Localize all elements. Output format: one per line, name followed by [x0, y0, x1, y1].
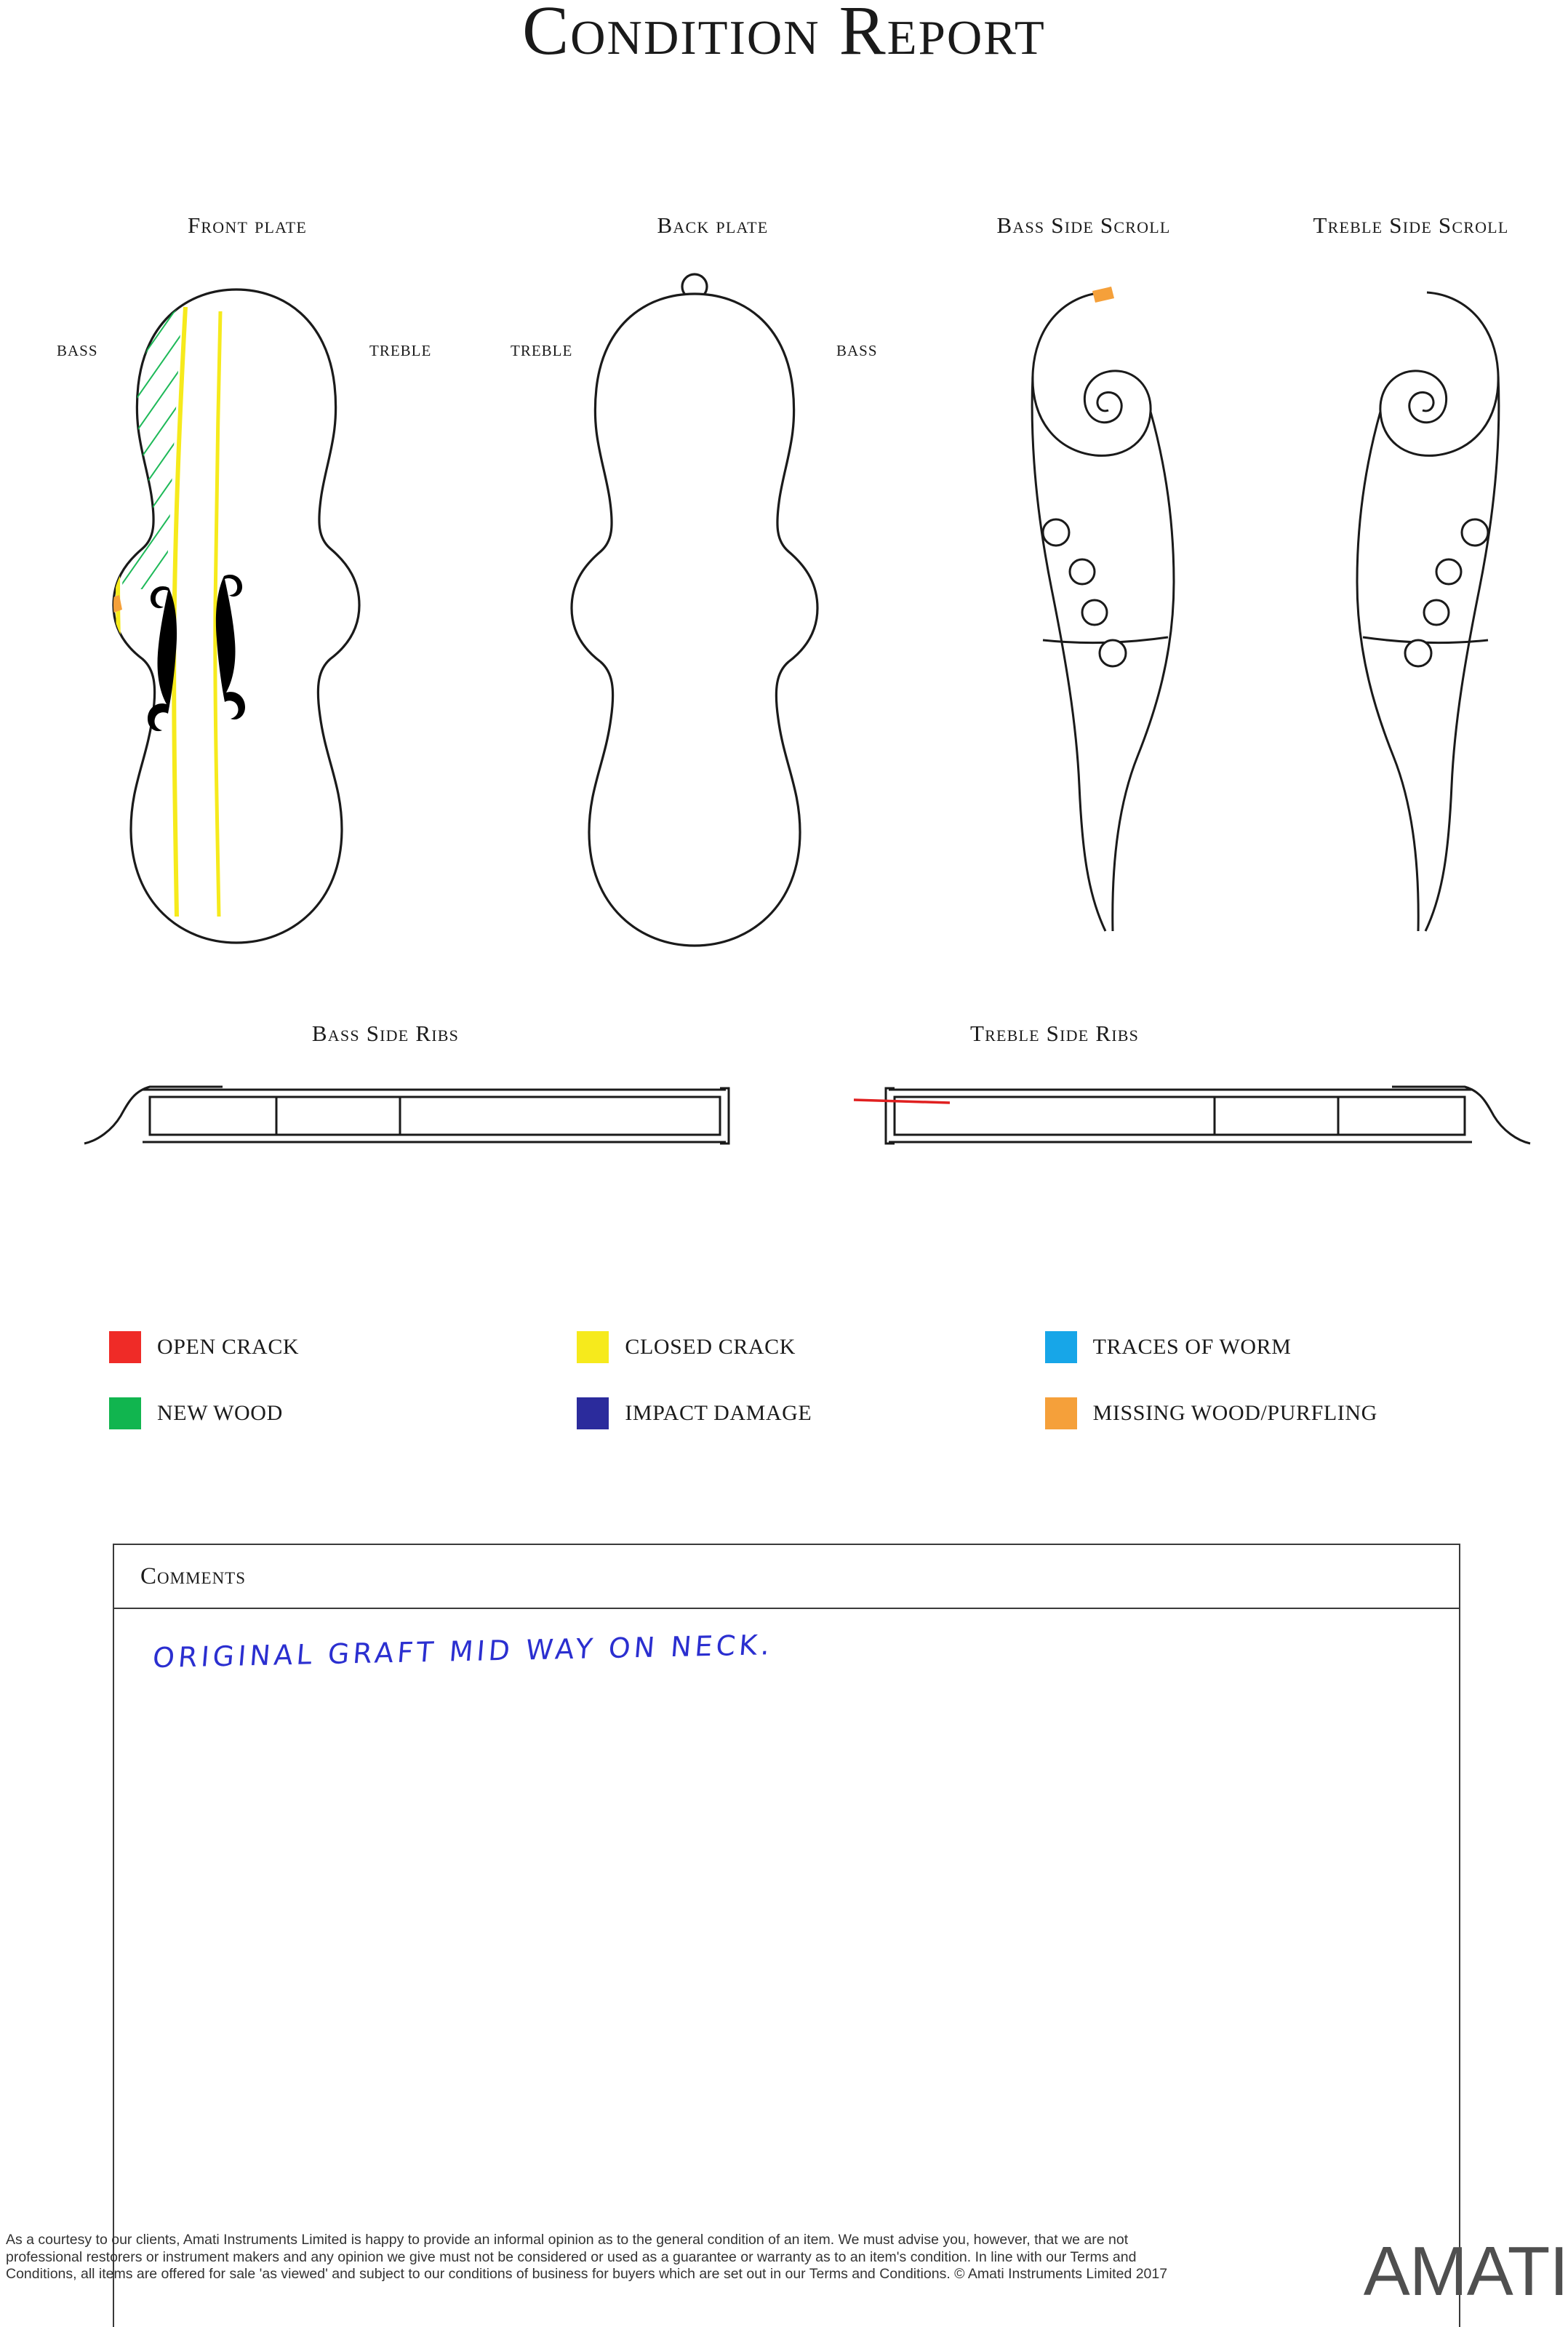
caption-bass-side-ribs: Bass Side Ribs	[311, 1021, 460, 1046]
legend-item-closed-crack	[577, 1331, 1044, 1363]
legend-label-open-crack: OPEN CRACK	[157, 1335, 300, 1359]
legend-label-closed-crack: CLOSED CRACK	[625, 1335, 796, 1359]
treble-side-scroll-diagram	[1316, 276, 1513, 953]
bass-ribs-endblock	[720, 1088, 729, 1143]
comments-handwritten-text: ORIGINAL GRAFT MID WAY ON NECK.	[151, 1629, 775, 1675]
back-plate-outline	[572, 294, 817, 946]
comments-body[interactable]	[114, 1609, 1459, 2327]
back-plate-treble-label: TREBLE	[511, 342, 573, 359]
legend-item-new-wood	[109, 1397, 577, 1429]
caption-bass-side-scroll: Bass Side Scroll	[996, 212, 1171, 238]
legend-swatch-traces-of-worm	[1045, 1331, 1077, 1363]
legend-label-impact-damage: IMPACT DAMAGE	[625, 1401, 812, 1425]
legend-swatch-open-crack	[109, 1331, 141, 1363]
annotation-missing-wood-upper	[118, 484, 137, 508]
amati-logo: AMATI	[1363, 2232, 1568, 2310]
bass-scroll-outline	[1033, 292, 1151, 455]
caption-front-plate: Front plate	[187, 212, 308, 238]
comments-title: Comments	[140, 1562, 247, 1589]
caption-back-plate: Back plate	[657, 212, 769, 238]
legend	[109, 1331, 1513, 1429]
front-plate-diagram	[36, 276, 444, 953]
legend-item-open-crack	[109, 1331, 577, 1363]
legend-label-missing-wood: MISSING WOOD/PURFLING	[1092, 1401, 1377, 1425]
treble-side-ribs-diagram	[836, 1055, 1535, 1157]
treble-scroll-peg-holes	[1405, 519, 1488, 666]
treble-ribs-outline	[895, 1097, 1465, 1135]
bass-ribs-outline	[150, 1097, 720, 1135]
bass-side-scroll-diagram	[1018, 276, 1215, 953]
back-plate-bass-label: BASS	[836, 342, 878, 359]
comments-box[interactable]	[113, 1544, 1460, 2327]
legend-swatch-closed-crack	[577, 1331, 609, 1363]
bass-side-ribs-diagram	[80, 1055, 778, 1157]
footer-disclaimer: As a courtesy to our clients, Amati Instruments Limited is happy to provide an informal opinion as to the general condition of an item. We must advise you, however, that we are not professional restorers or instrument makers and any opinion we give must not be considered or used as a guarantee or warranty as to an item's condition. In line with our Terms and Conditions, all items are offered for sale 'as viewed' and subject to our conditions of business for buyers which are set out in our Terms and Conditions. © Amati Instruments Limited 2017	[6, 2232, 1168, 2282]
legend-item-missing-wood	[1045, 1397, 1513, 1429]
legend-label-traces-of-worm: TRACES OF WORM	[1092, 1335, 1292, 1359]
legend-swatch-missing-wood	[1045, 1397, 1077, 1429]
legend-item-traces-of-worm	[1045, 1331, 1513, 1363]
caption-treble-side-ribs: Treble Side Ribs	[969, 1021, 1140, 1046]
treble-scroll-outline	[1380, 292, 1498, 455]
legend-item-impact-damage	[577, 1397, 1044, 1429]
front-plate-bass-label: BASS	[57, 342, 98, 359]
legend-label-new-wood: NEW WOOD	[157, 1401, 283, 1425]
comments-header	[114, 1545, 1459, 1609]
annotation-closed-crack-left	[118, 309, 129, 757]
back-plate-diagram	[495, 253, 902, 953]
caption-treble-side-scroll: Treble Side Scroll	[1313, 212, 1509, 238]
treble-ribs-endblock	[886, 1088, 895, 1143]
annotation-scroll-missing-wood	[1092, 287, 1114, 303]
legend-swatch-new-wood	[109, 1397, 141, 1429]
page-title: Condition Report	[522, 0, 1046, 69]
bass-scroll-peg-holes	[1043, 519, 1126, 666]
legend-swatch-impact-damage	[577, 1397, 609, 1429]
front-plate-treble-label: TREBLE	[369, 342, 432, 359]
